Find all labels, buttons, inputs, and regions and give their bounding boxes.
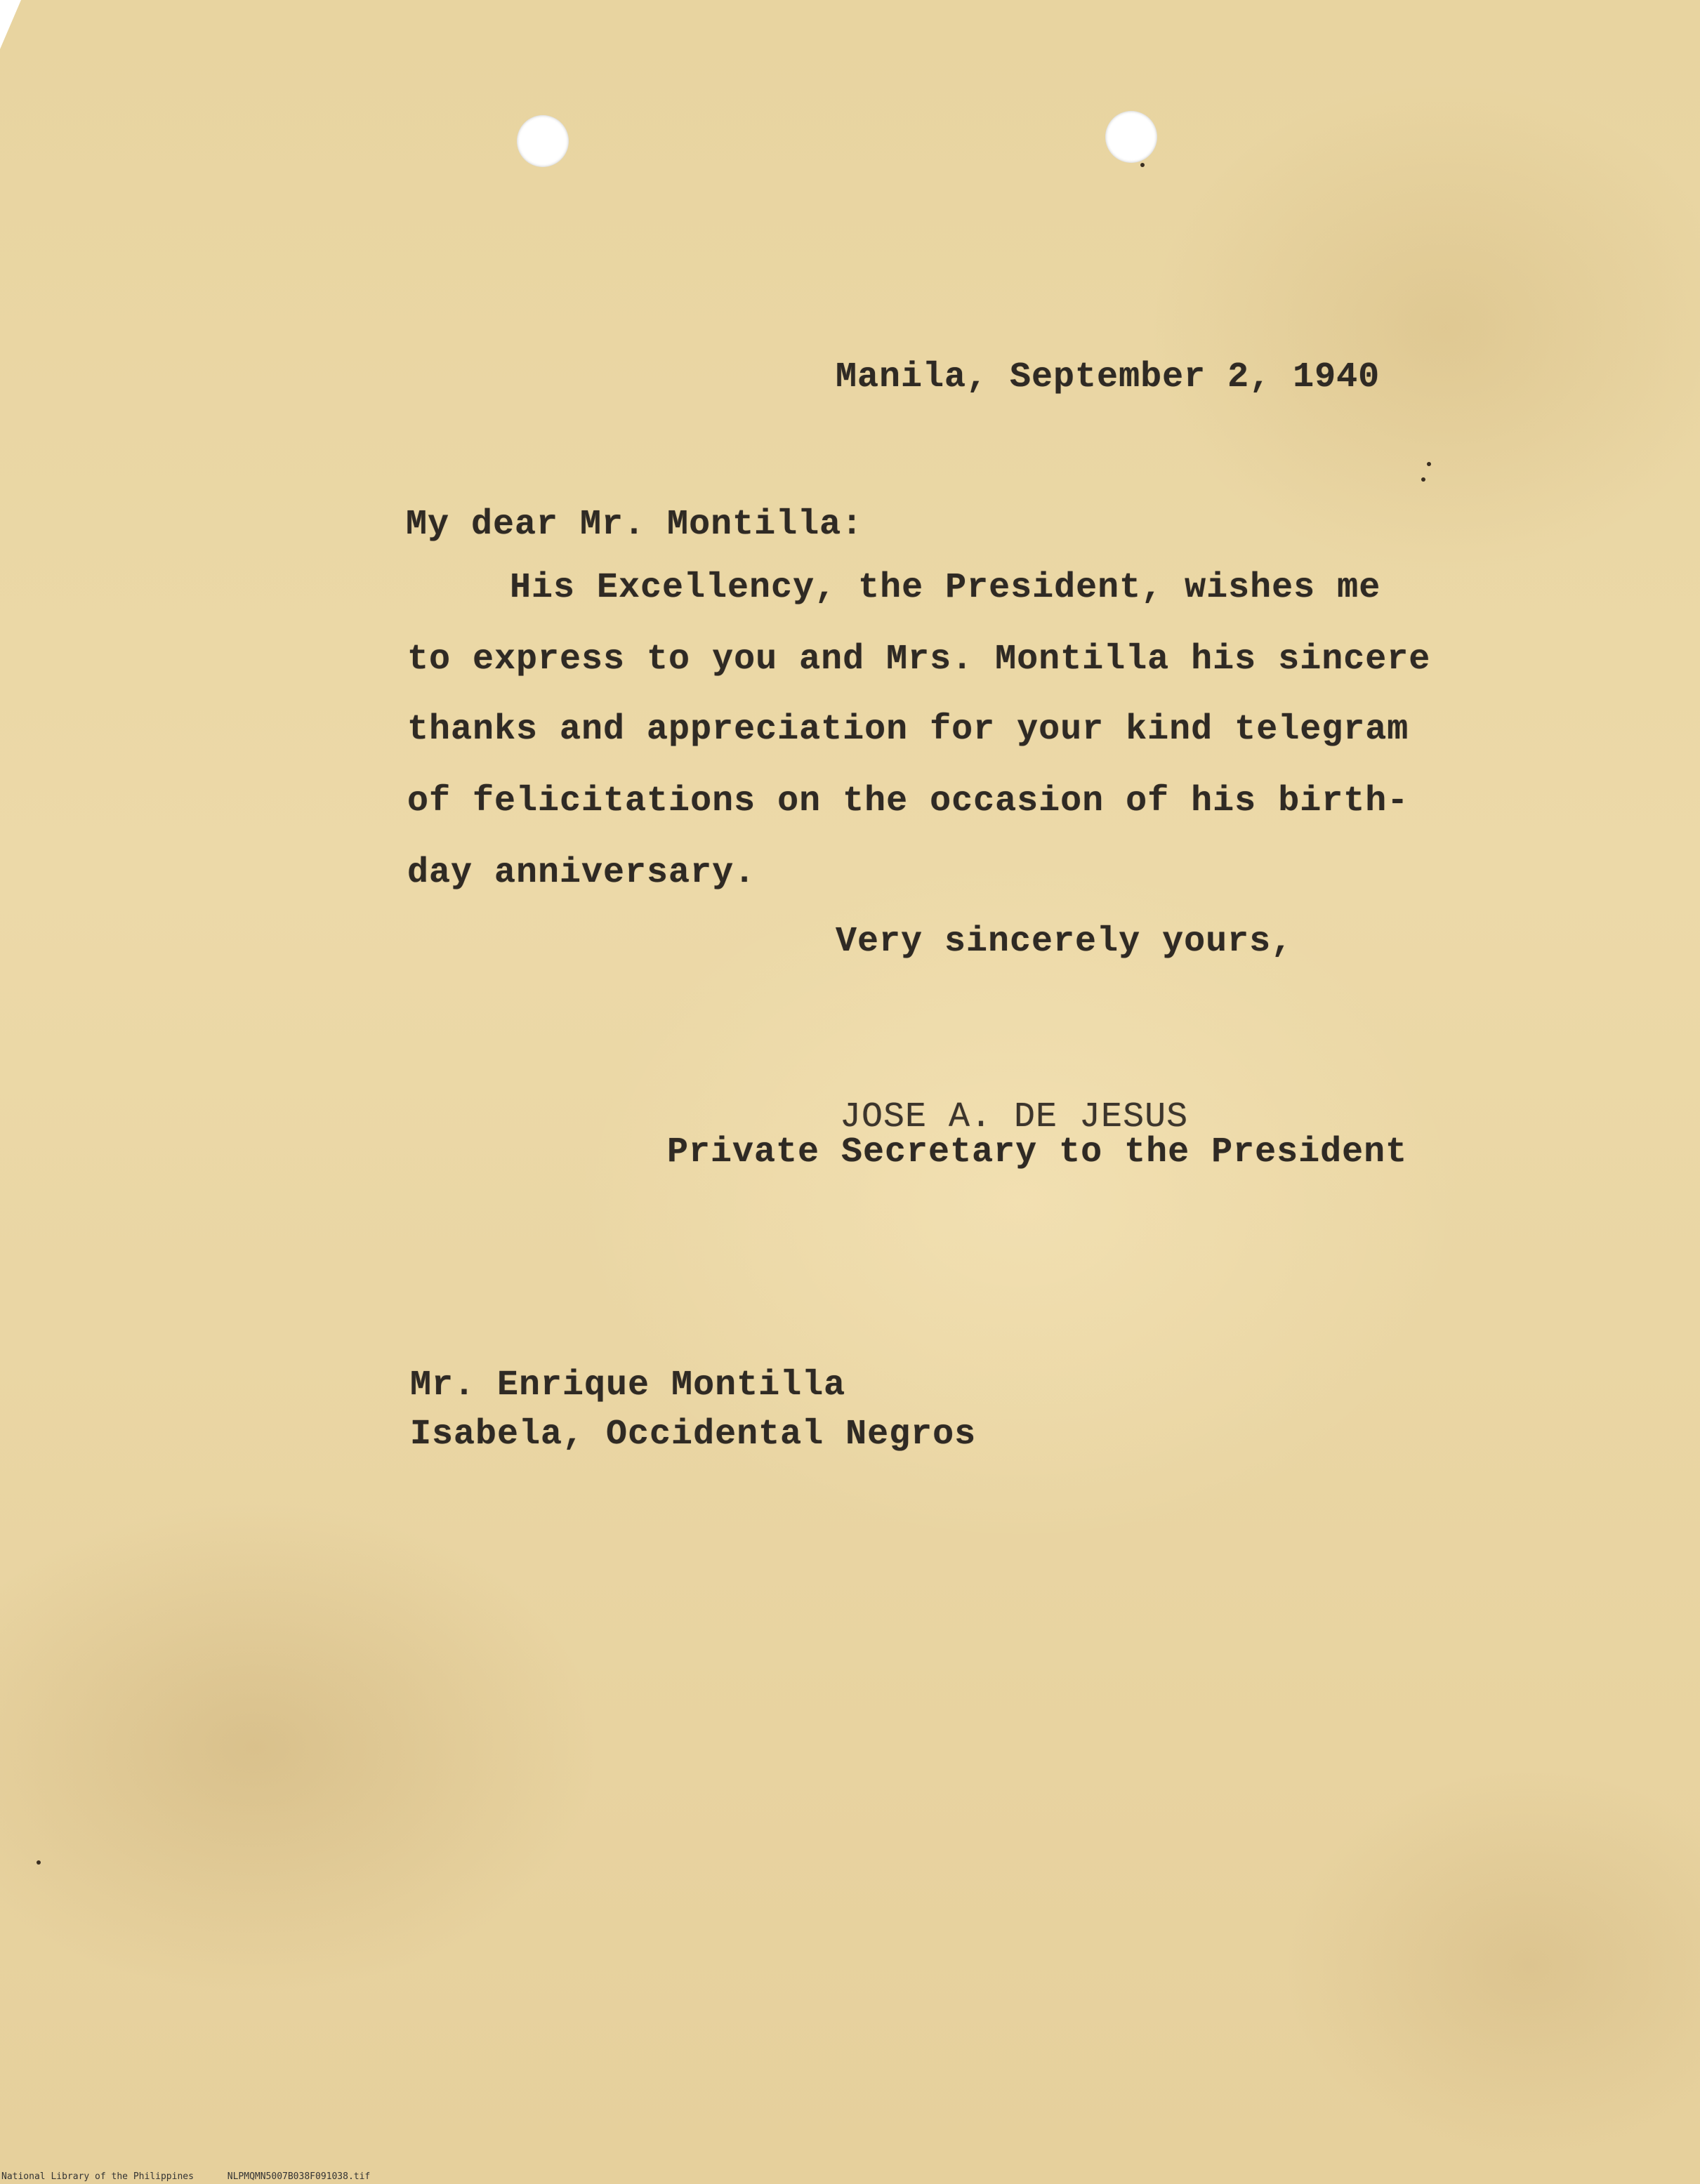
body-line: of felicitations on the occasion of his birth-	[407, 781, 1409, 821]
archive-file-name: NLPMQMN5007B038F091038.tif	[227, 2171, 371, 2182]
recipient-name: Mr. Enrique Montilla	[410, 1365, 846, 1405]
ink-speck	[37, 1860, 41, 1865]
signer-title: Private Secretary to the President	[667, 1132, 1408, 1172]
body-line: thanks and appreciation for your kind telegram	[407, 710, 1409, 750]
ink-speck	[1427, 462, 1431, 466]
page-corner-fold	[0, 0, 21, 49]
punch-hole-right	[1105, 111, 1157, 163]
ink-speck	[1140, 163, 1145, 167]
letter-date: Manila, September 2, 1940	[836, 357, 1381, 397]
ink-speck	[1421, 477, 1425, 482]
body-line: day anniversary.	[407, 853, 756, 893]
closing: Very sincerely yours,	[836, 922, 1293, 962]
signer-name: JOSE A. DE JESUS	[840, 1097, 1189, 1137]
recipient-address: Isabela, Occidental Negros	[410, 1415, 977, 1455]
punch-hole-left	[517, 115, 569, 167]
salutation: My dear Mr. Montilla:	[406, 505, 864, 545]
body-line: His Excellency, the President, wishes me	[510, 568, 1381, 608]
archive-caption	[1, 2171, 398, 2183]
archive-name: National Library of the Philippines	[1, 2171, 194, 2182]
body-line: to express to you and Mrs. Montilla his sincere	[407, 640, 1431, 680]
